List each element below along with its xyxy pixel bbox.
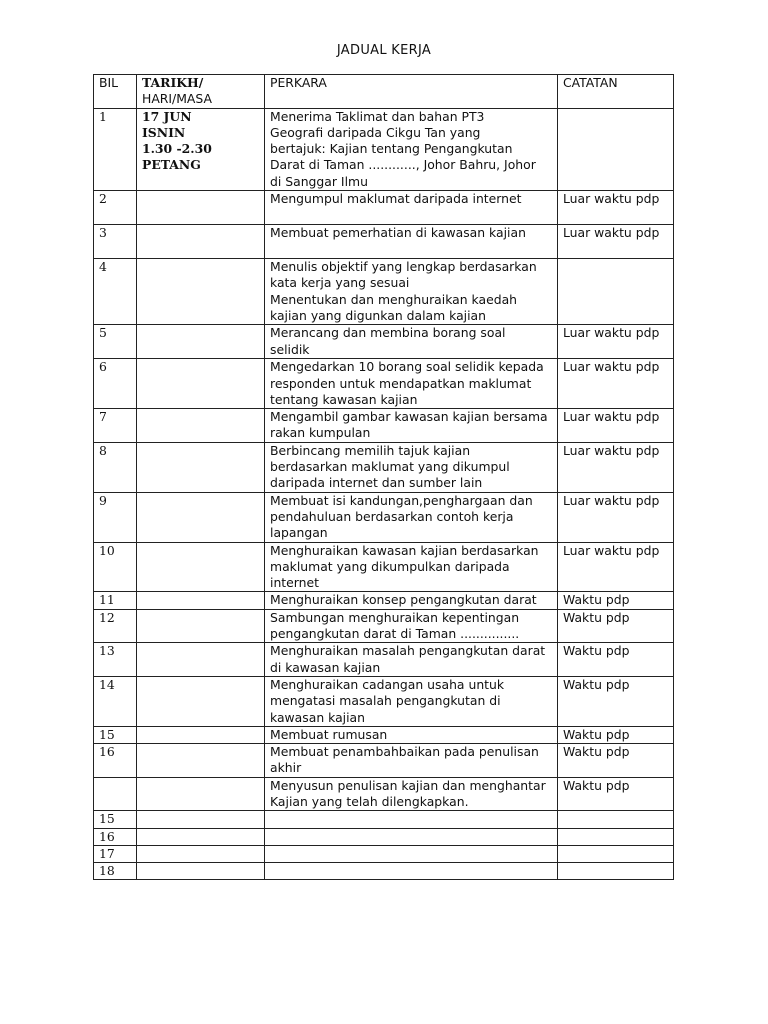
perkara-line: Menentukan dan menghuraikan kaedah [270, 291, 518, 307]
cell-tarikh [137, 643, 265, 677]
cell-catatan: Waktu pdp [558, 777, 674, 811]
cell-bil: 1 [94, 108, 137, 190]
perkara-line: Menerima Taklimat dan bahan PT3 [270, 108, 485, 124]
cell-perkara [265, 777, 558, 811]
perkara-line: Sambungan menghuraikan kepentingan [270, 609, 520, 625]
work-schedule-table [93, 74, 674, 880]
cell-catatan: Waktu pdp [558, 744, 674, 778]
cell-catatan: Luar waktu pdp [558, 442, 674, 492]
cell-tarikh [137, 259, 265, 325]
cell-catatan [558, 845, 674, 862]
cell-perkara [265, 863, 558, 880]
cell-perkara [265, 259, 558, 325]
cell-tarikh [137, 863, 265, 880]
cell-perkara [265, 225, 558, 259]
table-row [94, 811, 674, 828]
cell-bil: 4 [94, 259, 137, 325]
cell-perkara [265, 643, 558, 677]
perkara-line: Menghuraikan kawasan kajian berdasarkan [270, 542, 539, 558]
perkara-line: pendahuluan berdasarkan contoh kerja [270, 508, 514, 524]
cell-tarikh [137, 828, 265, 845]
cell-perkara [265, 191, 558, 225]
document-title: JADUAL KERJA [336, 43, 432, 58]
header-perkara: PERKARA [265, 75, 558, 109]
header-tarikh-line1: TARIKH/ [142, 75, 204, 90]
cell-catatan: Luar waktu pdp [558, 492, 674, 542]
cell-catatan [558, 828, 674, 845]
cell-bil: 11 [94, 592, 137, 609]
cell-tarikh [137, 592, 265, 609]
table-row [94, 191, 674, 225]
cell-tarikh [137, 609, 265, 643]
table-row [94, 492, 674, 542]
perkara-line: Membuat isi kandungan,penghargaan dan [270, 492, 533, 508]
cell-perkara [265, 609, 558, 643]
perkara-line: Menghuraikan masalah pengangkutan darat [270, 643, 546, 659]
table-row [94, 609, 674, 643]
cell-catatan: Waktu pdp [558, 726, 674, 743]
table-row [94, 643, 674, 677]
cell-tarikh [137, 359, 265, 409]
cell-tarikh [137, 108, 265, 190]
cell-catatan [558, 863, 674, 880]
perkara-line: Kajian yang telah dilengkapkan. [270, 793, 469, 809]
cell-bil: 5 [94, 325, 137, 359]
cell-bil: 18 [94, 863, 137, 880]
cell-tarikh [137, 325, 265, 359]
cell-tarikh [137, 811, 265, 828]
cell-bil: 15 [94, 726, 137, 743]
cell-perkara [265, 845, 558, 862]
cell-perkara [265, 676, 558, 726]
cell-tarikh [137, 726, 265, 743]
table-row [94, 442, 674, 492]
cell-catatan: Waktu pdp [558, 676, 674, 726]
perkara-line: Membuat rumusan [270, 726, 388, 742]
perkara-line: Membuat penambahbaikan pada penulisan [270, 744, 539, 760]
cell-catatan: Luar waktu pdp [558, 359, 674, 409]
perkara-line: rakan kumpulan [270, 425, 371, 441]
perkara-line: Mengumpul maklumat daripada internet [270, 191, 522, 207]
perkara-line: di Sanggar Ilmu [270, 173, 368, 189]
perkara-line: maklumat yang dikumpulkan daripada [270, 558, 510, 574]
table-row [94, 259, 674, 325]
perkara-line: Mengambil gambar kawasan kajian bersama [270, 409, 548, 425]
cell-bil: 6 [94, 359, 137, 409]
cell-perkara [265, 726, 558, 743]
table-row [94, 828, 674, 845]
cell-bil: 7 [94, 409, 137, 443]
cell-perkara [265, 811, 558, 828]
table-row [94, 592, 674, 609]
perkara-line: pengangkutan darat di Taman ............... [270, 626, 520, 642]
tarikh-line: ISNIN [142, 124, 186, 140]
cell-bil: 8 [94, 442, 137, 492]
perkara-line: akhir [270, 760, 302, 776]
cell-catatan: Waktu pdp [558, 609, 674, 643]
cell-bil: 17 [94, 845, 137, 862]
table-row [94, 409, 674, 443]
perkara-line: Menghuraikan konsep pengangkutan darat [270, 592, 537, 608]
cell-catatan: Waktu pdp [558, 592, 674, 609]
cell-catatan [558, 811, 674, 828]
cell-bil: 15 [94, 811, 137, 828]
cell-perkara [265, 359, 558, 409]
perkara-line: Mengedarkan 10 borang soal selidik kepada [270, 359, 544, 375]
cell-catatan: Luar waktu pdp [558, 225, 674, 259]
header-tarikh [137, 75, 265, 109]
table-row [94, 359, 674, 409]
cell-catatan: Luar waktu pdp [558, 409, 674, 443]
perkara-line: lapangan [270, 525, 328, 541]
table-row [94, 108, 674, 190]
perkara-line: kata kerja yang sesuai [270, 275, 410, 291]
cell-tarikh [137, 191, 265, 225]
cell-tarikh [137, 777, 265, 811]
cell-tarikh [137, 845, 265, 862]
table-row [94, 845, 674, 862]
cell-perkara [265, 542, 558, 592]
tarikh-line: 17 JUN [142, 108, 192, 124]
cell-perkara [265, 442, 558, 492]
perkara-line: kawasan kajian [270, 709, 365, 725]
cell-bil: 14 [94, 676, 137, 726]
cell-bil: 16 [94, 744, 137, 778]
perkara-line: kajian yang digunkan dalam kajian [270, 307, 487, 323]
cell-bil: 12 [94, 609, 137, 643]
cell-tarikh [137, 744, 265, 778]
table-row [94, 777, 674, 811]
cell-catatan: Waktu pdp [558, 643, 674, 677]
perkara-line: Merancang dan membina borang soal [270, 325, 506, 341]
cell-catatan [558, 108, 674, 190]
cell-perkara [265, 108, 558, 190]
table-row [94, 676, 674, 726]
cell-perkara [265, 744, 558, 778]
header-bil: BIL [94, 75, 137, 109]
cell-bil: 10 [94, 542, 137, 592]
table-header-row [94, 75, 674, 109]
table-row [94, 225, 674, 259]
cell-tarikh [137, 676, 265, 726]
tarikh-line: 1.30 -2.30 [142, 141, 212, 157]
table-row [94, 542, 674, 592]
cell-bil: 9 [94, 492, 137, 542]
header-catatan: CATATAN [558, 75, 674, 109]
table-body [94, 108, 674, 880]
cell-catatan: Luar waktu pdp [558, 191, 674, 225]
table-row [94, 744, 674, 778]
cell-tarikh [137, 492, 265, 542]
perkara-line: selidik [270, 341, 310, 357]
cell-perkara [265, 492, 558, 542]
table-row [94, 726, 674, 743]
perkara-line: bertajuk: Kajian tentang Pengangkutan [270, 141, 513, 157]
perkara-line: responden untuk mendapatkan maklumat [270, 375, 532, 391]
perkara-line: Darat di Taman ............, Johor Bahru, Johor [270, 157, 536, 173]
perkara-line: Berbincang memilih tajuk kajian [270, 442, 471, 458]
perkara-line: berdasarkan maklumat yang dikumpul [270, 459, 510, 475]
cell-perkara [265, 828, 558, 845]
cell-catatan: Luar waktu pdp [558, 542, 674, 592]
cell-perkara [265, 409, 558, 443]
perkara-line: Menyusun penulisan kajian dan menghantar [270, 777, 546, 793]
perkara-line: Geografi daripada Cikgu Tan yang [270, 124, 481, 140]
perkara-line: Menulis objektif yang lengkap berdasarkan [270, 259, 537, 275]
cell-bil: 2 [94, 191, 137, 225]
perkara-line: Menghuraikan cadangan usaha untuk [270, 676, 505, 692]
cell-perkara [265, 592, 558, 609]
cell-bil [94, 777, 137, 811]
cell-tarikh [137, 442, 265, 492]
header-tarikh-line2: HARI/MASA [142, 91, 212, 107]
cell-perkara [265, 325, 558, 359]
perkara-line: mengatasi masalah pengangkutan di [270, 693, 501, 709]
table-row [94, 863, 674, 880]
cell-tarikh [137, 225, 265, 259]
cell-bil: 13 [94, 643, 137, 677]
cell-catatan: Luar waktu pdp [558, 325, 674, 359]
tarikh-line: PETANG [142, 157, 201, 173]
perkara-line: internet [270, 575, 319, 591]
table-row [94, 325, 674, 359]
cell-tarikh [137, 409, 265, 443]
cell-bil: 3 [94, 225, 137, 259]
cell-catatan [558, 259, 674, 325]
perkara-line: Membuat pemerhatian di kawasan kajian [270, 225, 526, 241]
perkara-line: daripada internet dan sumber lain [270, 475, 483, 491]
perkara-line: tentang kawasan kajian [270, 391, 418, 407]
perkara-line: di kawasan kajian [270, 659, 381, 675]
cell-bil: 16 [94, 828, 137, 845]
cell-tarikh [137, 542, 265, 592]
